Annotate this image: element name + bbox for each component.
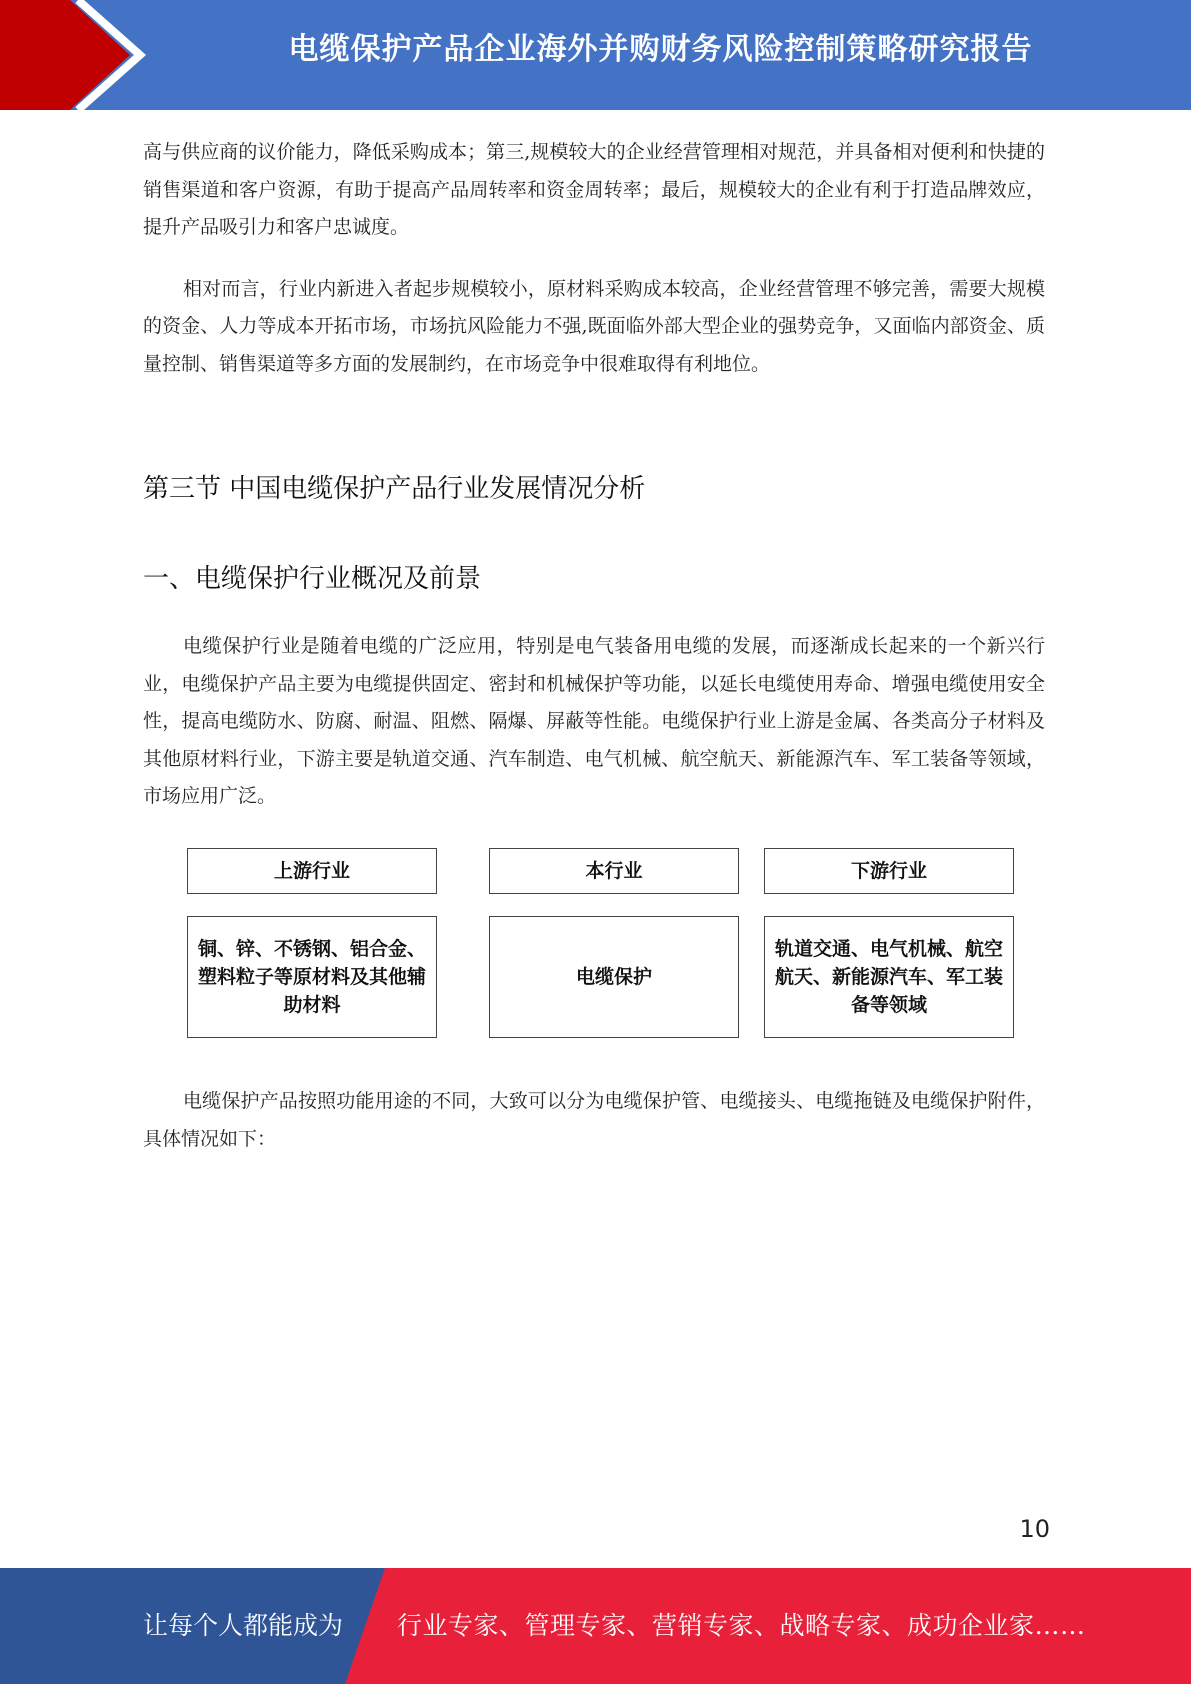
paragraph-3: 电缆保护行业是随着电缆的广泛应用，特别是电气装备用电缆的发展，而逐渐成长起来的一个新兴行业，电缆保护产品主要为电缆提供固定、密封和机械保护等功能，以延长电缆使用寿命、增强电缆使用安全性，提高电缆防水、防腐、耐温、阻燃、隔爆、屏蔽等性能。电缆保护行业上游是金属、各类高分子材料及其他原材料行业，下游主要是轨道交通、汽车制造、电气机械、航空航天、新能源汽车、军工装备等领域，市场应用广泛。 <box>143 635 1045 807</box>
upstream-content-text: 铜、锌、不锈钢、铝合金、塑料粒子等原材料及其他辅助材料 <box>197 938 426 1016</box>
paragraph-1: 高与供应商的议价能力，降低采购成本；第三,规模较大的企业经营管理相对规范，并具备相对便利和快捷的销售渠道和客户资源，有助于提高产品周转率和资金周转率；最后，规模较大的企业有利于打造品牌效应，提升产品吸引力和客户忠诚度。 <box>143 141 1045 238</box>
overview-block <box>143 628 1045 816</box>
industry-header-box <box>489 848 739 894</box>
industry-content-text: 电缆保护 <box>575 966 652 988</box>
page-number: 10 <box>1019 1515 1050 1543</box>
header-arrow-decoration <box>0 0 160 110</box>
report-title: 电缆保护产品企业海外并购财务风险控制策略研究报告 <box>288 32 1033 67</box>
downstream-header-box <box>764 848 1014 894</box>
upstream-content-box <box>187 916 437 1038</box>
footer-slogan-right: 行业专家、管理专家、营销专家、战略专家、成功企业家…… <box>397 1611 1086 1640</box>
header-red-chevron <box>0 0 130 110</box>
section-heading: 第三节 中国电缆保护产品行业发展情况分析 <box>143 474 646 504</box>
page-footer <box>0 1568 1191 1684</box>
upstream-header-label: 上游行业 <box>273 860 350 882</box>
subsection-heading: 一、电缆保护行业概况及前景 <box>143 564 482 594</box>
downstream-header-label: 下游行业 <box>850 860 927 882</box>
classification-block <box>143 1083 1045 1158</box>
downstream-content-box <box>764 916 1014 1038</box>
industry-chain-diagram <box>186 846 1016 1041</box>
paragraph-4: 电缆保护产品按照功能用途的不同，大致可以分为电缆保护管、电缆接头、电缆拖链及电缆保护附件，具体情况如下： <box>143 1090 1045 1150</box>
paragraph-2: 相对而言，行业内新进入者起步规模较小，原材料采购成本较高，企业经营管理不够完善，需要大规模的资金、人力等成本开拓市场，市场抗风险能力不强,既面临外部大型企业的强势竞争，又面临内部资金、质量控制、销售渠道等多方面的发展制约，在市场竞争中很难取得有利地位。 <box>143 277 1045 375</box>
intro-block <box>143 134 1045 383</box>
downstream-content-text: 轨道交通、电气机械、航空航天、新能源汽车、军工装备等领域 <box>774 938 1003 1016</box>
footer-slogan-left: 让每个人都能成为 <box>143 1611 344 1640</box>
industry-content-box <box>489 916 739 1038</box>
upstream-header-box <box>187 848 437 894</box>
industry-header-label: 本行业 <box>585 860 643 882</box>
page-header <box>0 0 1191 110</box>
